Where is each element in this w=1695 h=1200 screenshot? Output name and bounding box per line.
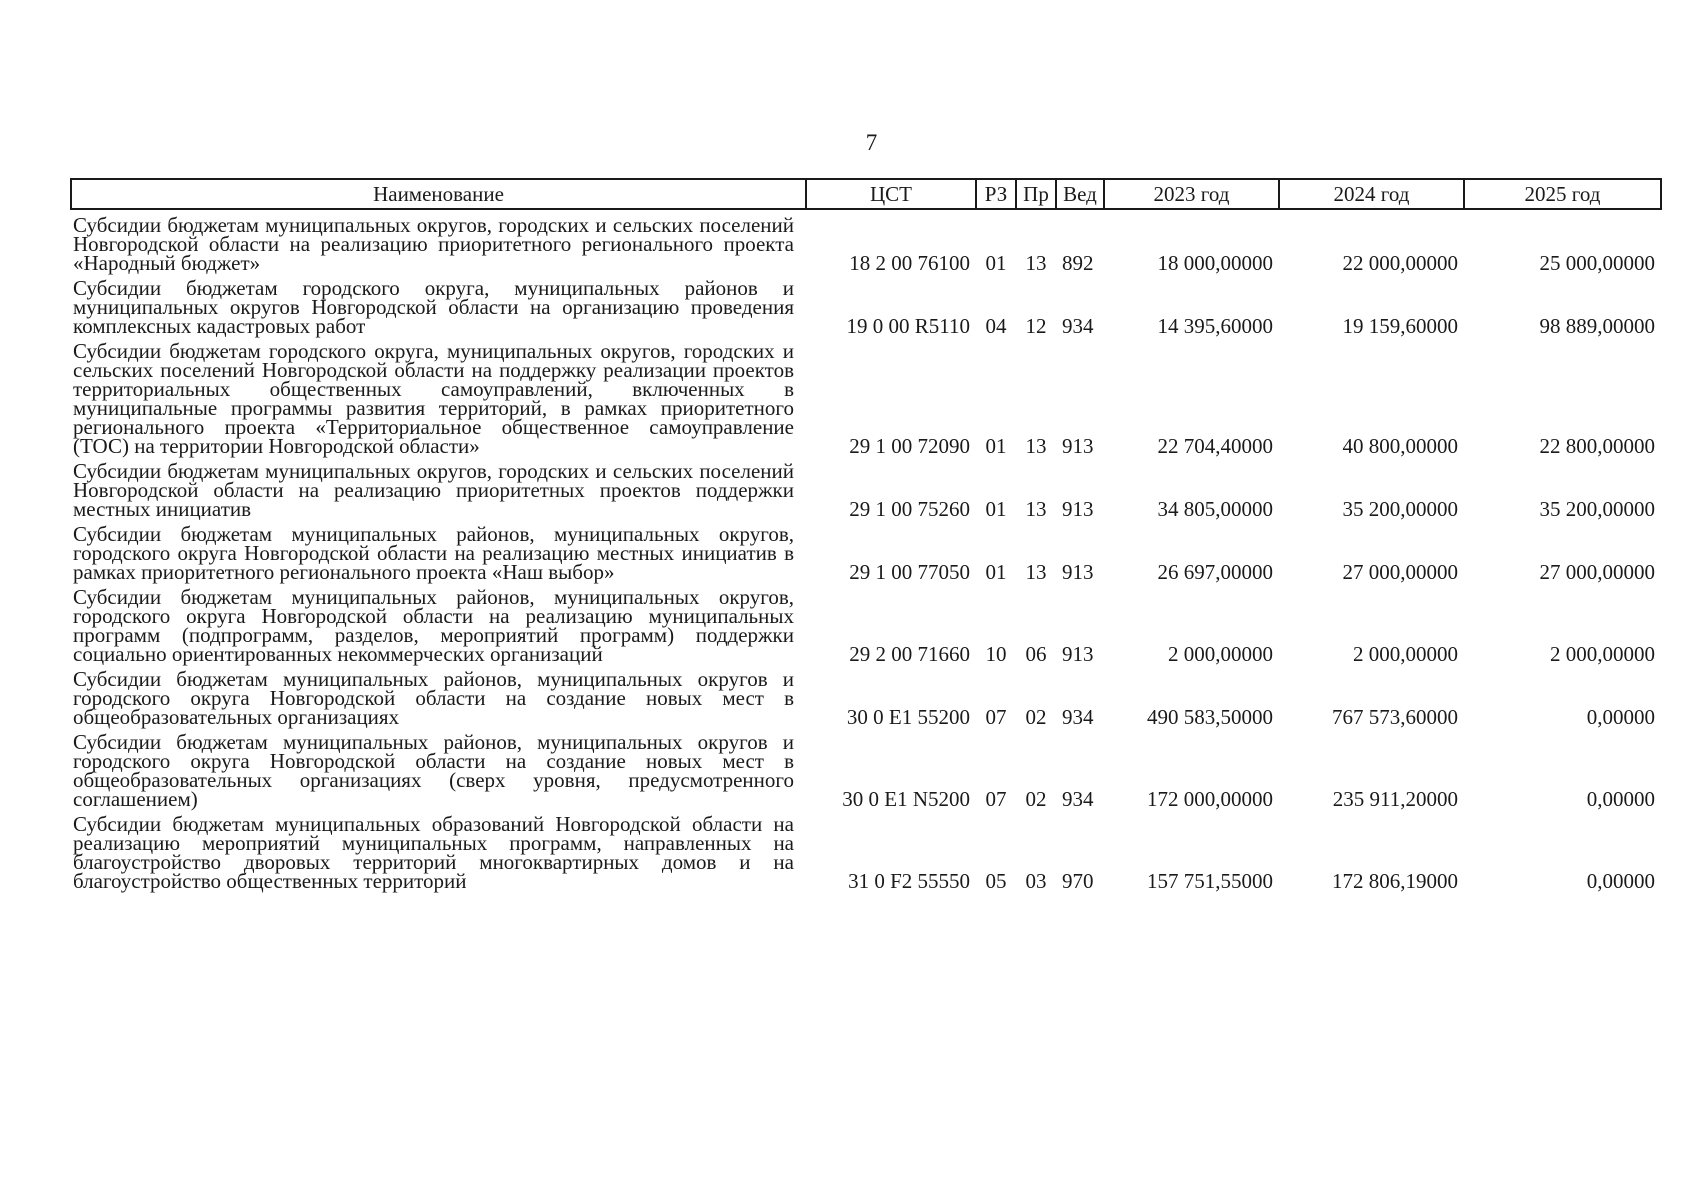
row-rz: 07 xyxy=(985,787,1007,811)
row-amount-2025: 0,00000 xyxy=(1586,787,1655,811)
row-name: Субсидии бюджетам муниципальных районов, муниципальных округов и городского округа Новгородской области на создание новых мест в общеобразовательных организациях (сверх уровня, предусмотренного соглашением) xyxy=(73,730,794,811)
row-pr: 03 xyxy=(1025,869,1047,893)
row-name: Субсидии бюджетам городского округа, муниципальных районов и муниципальных округов Новгородской области на организацию проведения комплексных кадастровых работ xyxy=(73,276,794,338)
row-amount-2023: 18 000,00000 xyxy=(1157,251,1273,275)
row-amount-2024: 172 806,19000 xyxy=(1332,869,1458,893)
row-ved: 934 xyxy=(1062,705,1094,729)
row-rz: 10 xyxy=(985,642,1007,666)
row-cst: 30 0 E1 N5200 xyxy=(842,787,970,811)
row-cst: 18 2 00 76100 xyxy=(849,251,970,275)
row-amount-2025: 0,00000 xyxy=(1586,869,1655,893)
row-ved: 913 xyxy=(1062,642,1094,666)
table-row xyxy=(71,209,1661,273)
row-rz: 01 xyxy=(985,251,1007,275)
row-amount-2025: 0,00000 xyxy=(1586,705,1655,729)
table-row xyxy=(71,809,1661,891)
row-name: Субсидии бюджетам муниципальных районов, муниципальных округов, городского округа Новгородской области на реализацию муниципальных программ (подпрограмм, разделов, мероприятий программ) поддержки социально ориентированных некоммерческих организаций xyxy=(73,585,794,666)
budget-table xyxy=(70,178,1662,891)
row-pr: 02 xyxy=(1025,787,1047,811)
row-amount-2024: 767 573,60000 xyxy=(1332,705,1458,729)
page-number: 7 xyxy=(865,130,878,155)
row-ved: 892 xyxy=(1062,251,1094,275)
row-amount-2024: 235 911,20000 xyxy=(1332,787,1458,811)
row-name: Субсидии бюджетам городского округа, муниципальных округов, городских и сельских поселений Новгородской области на поддержку реализации проектов территориальных общественных самоуправлений, включенных в муниципальные программы развития территорий, в рамках приоритетного регионального проекта «Территориальное общественное самоуправление (ТОС) на территории Новгородской области» xyxy=(73,339,794,458)
row-amount-2025: 22 800,00000 xyxy=(1539,434,1655,458)
table-row xyxy=(71,519,1661,582)
row-pr: 13 xyxy=(1025,560,1047,584)
row-amount-2025: 25 000,00000 xyxy=(1539,251,1655,275)
row-amount-2023: 22 704,40000 xyxy=(1157,434,1273,458)
column-header-name: Наименование xyxy=(71,179,806,209)
row-amount-2023: 157 751,55000 xyxy=(1147,869,1273,893)
table-row xyxy=(71,273,1661,336)
row-rz: 01 xyxy=(985,497,1007,521)
row-ved: 970 xyxy=(1062,869,1094,893)
row-amount-2024: 19 159,60000 xyxy=(1342,314,1458,338)
table-row xyxy=(71,456,1661,519)
row-amount-2023: 172 000,00000 xyxy=(1147,787,1273,811)
row-ved: 913 xyxy=(1062,497,1094,521)
row-amount-2024: 35 200,00000 xyxy=(1342,497,1458,521)
row-rz: 05 xyxy=(985,869,1007,893)
row-pr: 12 xyxy=(1025,314,1047,338)
row-cst: 29 1 00 75260 xyxy=(849,497,970,521)
row-ved: 934 xyxy=(1062,787,1094,811)
row-pr: 06 xyxy=(1025,642,1047,666)
table-row xyxy=(71,582,1661,664)
table-row xyxy=(71,336,1661,456)
row-cst: 31 0 F2 55550 xyxy=(848,869,970,893)
row-name: Субсидии бюджетам муниципальных округов, городских и сельских поселений Новгородской области на реализацию приоритетных проектов поддержки местных инициатив xyxy=(73,459,794,521)
row-ved: 913 xyxy=(1062,560,1094,584)
row-pr: 13 xyxy=(1025,434,1047,458)
row-amount-2025: 35 200,00000 xyxy=(1539,497,1655,521)
row-amount-2023: 34 805,00000 xyxy=(1157,497,1273,521)
column-header-2024: 2024 год xyxy=(1279,179,1464,209)
row-name: Субсидии бюджетам муниципальных округов, городских и сельских поселений Новгородской области на реализацию приоритетного регионального проекта «Народный бюджет» xyxy=(73,213,794,275)
column-header-rz: РЗ xyxy=(976,179,1016,209)
row-pr: 13 xyxy=(1025,251,1047,275)
column-header-2025: 2025 год xyxy=(1464,179,1661,209)
row-amount-2025: 2 000,00000 xyxy=(1550,642,1655,666)
row-ved: 934 xyxy=(1062,314,1094,338)
row-amount-2023: 490 583,50000 xyxy=(1147,705,1273,729)
row-rz: 07 xyxy=(985,705,1007,729)
column-header-ved: Вед xyxy=(1056,179,1104,209)
row-amount-2023: 2 000,00000 xyxy=(1168,642,1273,666)
row-name: Субсидии бюджетам муниципальных образований Новгородской области на реализацию мероприятий муниципальных программ, направленных на благоустройство дворовых территорий многоквартирных домов и на благоустройство общественных территорий xyxy=(73,812,794,893)
row-amount-2024: 22 000,00000 xyxy=(1342,251,1458,275)
row-amount-2025: 27 000,00000 xyxy=(1539,560,1655,584)
row-amount-2023: 14 395,60000 xyxy=(1157,314,1273,338)
row-pr: 02 xyxy=(1025,705,1047,729)
row-cst: 30 0 E1 55200 xyxy=(846,705,970,729)
row-cst: 29 2 00 71660 xyxy=(849,642,970,666)
table-row xyxy=(71,664,1661,727)
row-amount-2024: 2 000,00000 xyxy=(1353,642,1458,666)
column-header-2023: 2023 год xyxy=(1104,179,1279,209)
row-amount-2023: 26 697,00000 xyxy=(1157,560,1273,584)
row-rz: 01 xyxy=(985,434,1007,458)
row-pr: 13 xyxy=(1025,497,1047,521)
column-header-pr: Пр xyxy=(1016,179,1056,209)
row-ved: 913 xyxy=(1062,434,1094,458)
row-name: Субсидии бюджетам муниципальных районов, муниципальных округов, городского округа Новгородской области на реализацию местных инициатив в рамках приоритетного регионального проекта «Наш выбор» xyxy=(73,522,794,584)
row-rz: 01 xyxy=(985,560,1007,584)
row-cst: 29 1 00 72090 xyxy=(849,434,970,458)
row-amount-2024: 40 800,00000 xyxy=(1342,434,1458,458)
row-cst: 29 1 00 77050 xyxy=(849,560,970,584)
row-amount-2024: 27 000,00000 xyxy=(1342,560,1458,584)
row-name: Субсидии бюджетам муниципальных районов, муниципальных округов и городского округа Новгородской области на создание новых мест в общеобразовательных организациях xyxy=(73,667,794,729)
table-row xyxy=(71,727,1661,809)
row-amount-2025: 98 889,00000 xyxy=(1539,314,1655,338)
row-cst: 19 0 00 R5110 xyxy=(846,314,970,338)
column-header-cst: ЦСТ xyxy=(806,179,976,209)
table-header-row xyxy=(71,179,1661,209)
row-rz: 04 xyxy=(985,314,1007,338)
